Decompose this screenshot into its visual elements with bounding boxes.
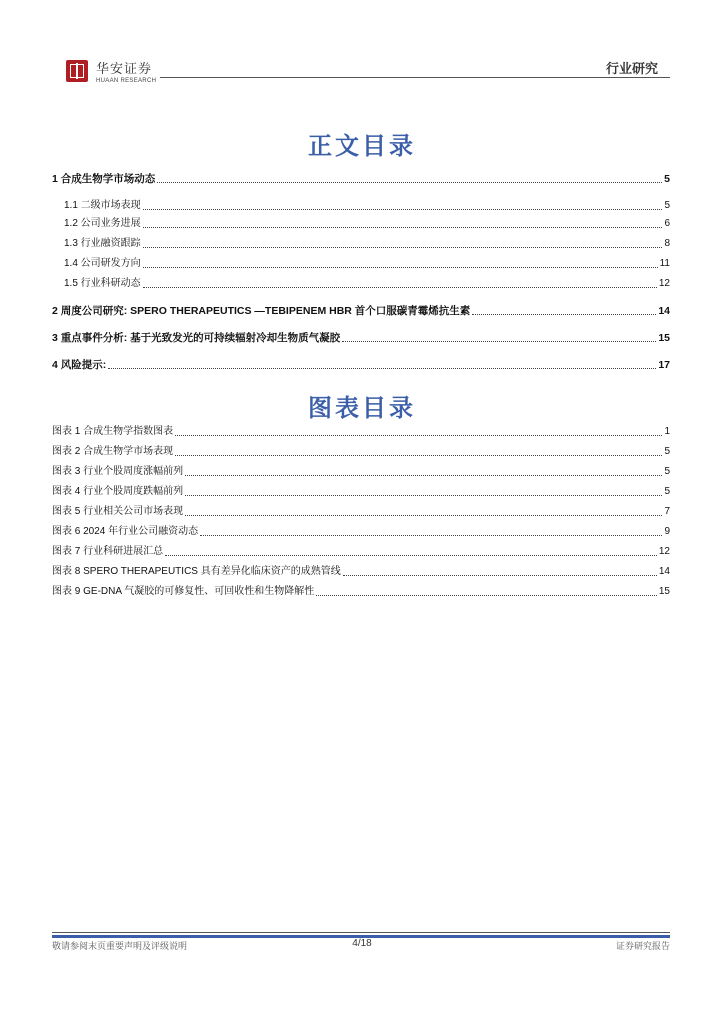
toc-entry[interactable] [52,331,670,345]
figure-toc-entry[interactable] [52,445,670,459]
figure-entry-page: 15 [658,586,670,597]
toc-entry-page: 12 [658,278,670,289]
figure-entry-page: 1 [664,426,670,437]
toc-entry-text: 1 合成生物学市场动态 [52,173,156,185]
dot-leader [143,267,658,268]
figure-toc-entry[interactable] [52,425,670,439]
dot-leader [143,287,657,288]
toc-entry-page: 11 [659,258,670,269]
figure-entry-page: 14 [658,566,670,577]
dot-leader [316,595,657,596]
dot-leader [185,475,662,476]
dot-leader [108,368,656,369]
toc-entry-text: 1.4 公司研发方向 [64,258,141,269]
figure-entry-text: 图表 9 GE-DNA 气凝胶的可修复性、可回收性和生物降解性 [52,586,315,597]
toc-entry[interactable] [52,172,670,186]
header-divider [160,77,670,78]
toc-entry-text: 1.2 公司业务进展 [64,218,141,229]
toc-entry-text: 1.5 行业科研动态 [64,278,141,289]
toc-entry[interactable] [64,199,670,213]
figure-toc-entry[interactable] [52,565,670,579]
figure-entry-text: 图表 1 合成生物学指数图表 [52,426,174,437]
toc-entry-page: 5 [664,173,670,185]
figure-toc-entry[interactable] [52,585,670,599]
toc-entry-page: 5 [664,200,670,211]
dot-leader [343,575,657,576]
footer-report-type: 证券研究报告 [615,942,670,952]
dot-leader [185,515,662,516]
figure-entry-text: 图表 7 行业科研进展汇总 [52,546,164,557]
figure-entry-page: 5 [664,466,670,477]
toc-entry-page: 6 [664,218,670,229]
figure-entry-page: 7 [664,506,670,517]
brand-subtitle: HUAAN RESEARCH [96,78,157,84]
dot-leader [200,535,662,536]
toc-entry-page: 17 [658,359,670,371]
toc-entry-text: 3 重点事件分析: 基于光致发光的可持续辐射冷却生物质气凝胶 [52,332,341,344]
toc-entry-text: 2 周度公司研究: SPERO THERAPEUTICS —TEBIPENEM HBR 首个口服碳青霉烯抗生素 [52,305,471,317]
figure-entry-text: 图表 2 合成生物学市场表现 [52,446,174,457]
brand-logo [66,60,88,82]
figure-entry-text: 图表 8 SPERO THERAPEUTICS 具有差异化临床资产的成熟管线 [52,566,341,577]
figure-entry-page: 9 [664,526,670,537]
section-label: 行业研究 [605,61,658,76]
toc-entry-page: 15 [658,332,670,344]
figure-entry-page: 5 [664,446,670,457]
dot-leader [143,209,663,210]
figure-toc-title: 图表目录 [308,393,416,422]
figure-toc-entry[interactable] [52,545,670,559]
toc-entry[interactable] [64,217,670,231]
dot-leader [342,341,656,342]
dot-leader [175,435,662,436]
dot-leader [143,247,663,248]
dot-leader [157,182,662,183]
toc-entry[interactable] [64,237,670,251]
toc-entry-text: 1.3 行业融资跟踪 [64,238,141,249]
figure-toc-entry[interactable] [52,465,670,479]
toc-entry-page: 8 [664,238,670,249]
figure-entry-text: 图表 4 行业个股周度跌幅前列 [52,486,184,497]
figure-entry-text: 图表 5 行业相关公司市场表现 [52,506,184,517]
footer-disclaimer: 敬请参阅末页重要声明及评级说明 [52,942,188,952]
figure-entry-page: 5 [664,486,670,497]
dot-leader [175,455,662,456]
dot-leader [165,555,657,556]
main-toc-title: 正文目录 [308,131,416,160]
figure-entry-text: 图表 6 2024 年行业公司融资动态 [52,526,199,537]
figure-toc-entry[interactable] [52,505,670,519]
figure-entry-text: 图表 3 行业个股周度涨幅前列 [52,466,184,477]
page-indicator: 4/18 [352,938,372,949]
dot-leader [143,227,663,228]
toc-entry-text: 1.1 二级市场表现 [64,200,141,211]
figure-toc-entry[interactable] [52,525,670,539]
figure-entry-page: 12 [658,546,670,557]
toc-entry[interactable] [52,358,670,372]
toc-entry[interactable] [64,277,670,291]
brand-name: 华安证券 [96,62,153,77]
dot-leader [472,314,656,315]
dot-leader [185,495,662,496]
footer-divider [52,932,670,933]
toc-entry-text: 4 风险提示: [52,359,107,371]
toc-entry-page: 14 [658,305,670,317]
toc-entry[interactable] [64,257,670,271]
toc-entry[interactable] [52,304,670,318]
figure-toc-entry[interactable] [52,485,670,499]
